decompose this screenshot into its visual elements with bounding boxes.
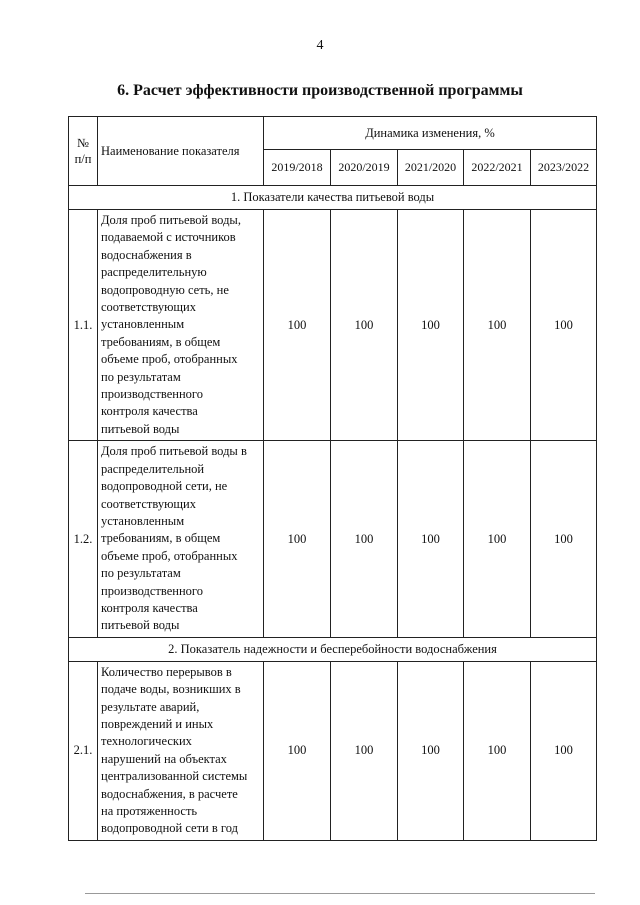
indicator-name-line: распределительную [101, 265, 207, 280]
header-year: 2022/2021 [464, 150, 531, 186]
row-number: 2.1. [69, 661, 98, 840]
indicator-name [98, 661, 264, 840]
indicator-name-line: распределительной [101, 461, 205, 476]
section-row [69, 186, 597, 210]
indicator-name-line: требованиям, в общем [101, 334, 221, 349]
page-number: 4 [316, 38, 324, 53]
header-dynamics: Динамика изменения, % [264, 117, 597, 150]
dynamics-value: 100 [531, 661, 597, 840]
indicator-name-line: установленным [101, 317, 185, 332]
table-row [69, 441, 597, 637]
indicator-name-line: контроля качества [101, 404, 198, 419]
indicator-name-line: подаваемой с источников [101, 230, 236, 245]
indicator-name [98, 441, 264, 637]
page-title: 6. Расчет эффективности производственной программы [117, 82, 523, 99]
table-body [69, 186, 597, 841]
dynamics-value: 100 [531, 441, 597, 637]
page-bottom-rule [85, 893, 595, 894]
indicator-name-line: производственного [101, 387, 203, 402]
dynamics-value: 100 [331, 441, 398, 637]
dynamics-value: 100 [464, 661, 531, 840]
indicator-name-line: Доля проб питьевой воды, [101, 213, 241, 227]
section-row [69, 637, 597, 661]
indicator-name-line: соответствующих [101, 496, 196, 511]
dynamics-value: 100 [331, 661, 398, 840]
dynamics-value: 100 [531, 210, 597, 441]
row-number: 1.2. [69, 441, 98, 637]
table-row [69, 661, 597, 840]
indicator-name-line: технологических [101, 734, 192, 749]
indicator-name-line: объеме проб, отобранных [101, 352, 238, 367]
indicator-name-line: питьевой воды [101, 421, 180, 436]
indicator-name-line: установленным [101, 513, 185, 528]
indicator-name-line: результате аварий, [101, 699, 200, 714]
dynamics-value: 100 [398, 441, 464, 637]
header-year: 2021/2020 [398, 150, 464, 186]
indicator-name-line: по результатам [101, 566, 181, 581]
header-num [69, 117, 98, 186]
indicator-name-line: питьевой воды [101, 618, 180, 633]
dynamics-value: 100 [264, 661, 331, 840]
indicator-name-line: объеме проб, отобранных [101, 548, 238, 563]
indicator-name-line: нарушений на объектах [101, 751, 227, 766]
indicator-name-line: повреждений и иных [101, 716, 214, 731]
indicator-name-line: производственного [101, 583, 203, 598]
dynamics-value: 100 [464, 441, 531, 637]
row-number: 1.1. [69, 210, 98, 441]
header-num-line2: п/п [74, 152, 92, 166]
indicator-name-line: соответствующих [101, 300, 196, 315]
dynamics-value: 100 [331, 210, 398, 441]
indicator-name-line: водоснабжения, в расчете [101, 786, 238, 801]
indicator-name-line: требованиям, в общем [101, 531, 221, 546]
header-name: Наименование показателя [98, 117, 264, 186]
table-row [69, 210, 597, 441]
dynamics-value: 100 [398, 661, 464, 840]
section-title: 2. Показатель надежности и бесперебойности водоснабжения [69, 637, 597, 661]
header-num-line1: № [77, 136, 89, 150]
header-year: 2020/2019 [331, 150, 398, 186]
indicator-name-line: водоснабжения в [101, 247, 192, 262]
indicator-name-line: Количество перерывов в [101, 664, 232, 679]
header-year: 2023/2022 [531, 150, 597, 186]
dynamics-value: 100 [464, 210, 531, 441]
indicator-name-line: централизованной системы [101, 769, 248, 784]
efficiency-table [68, 116, 597, 841]
dynamics-value: 100 [264, 441, 331, 637]
indicator-name-line: водопроводную сеть, не [101, 282, 229, 297]
indicator-name-line: по результатам [101, 369, 181, 384]
indicator-name-line: Доля проб питьевой воды в [101, 444, 247, 459]
indicator-name-line: контроля качества [101, 600, 198, 615]
section-title: 1. Показатели качества питьевой воды [69, 186, 597, 210]
indicator-name-line: водопроводной сети, не [101, 479, 228, 494]
indicator-name-line: подаче воды, возникших в [101, 682, 241, 697]
header-year: 2019/2018 [264, 150, 331, 186]
indicator-name-line: водопроводной сети в год [101, 821, 238, 836]
indicator-name-line: на протяженность [101, 804, 198, 818]
indicator-name [98, 210, 264, 441]
dynamics-value: 100 [264, 210, 331, 441]
dynamics-value: 100 [398, 210, 464, 441]
